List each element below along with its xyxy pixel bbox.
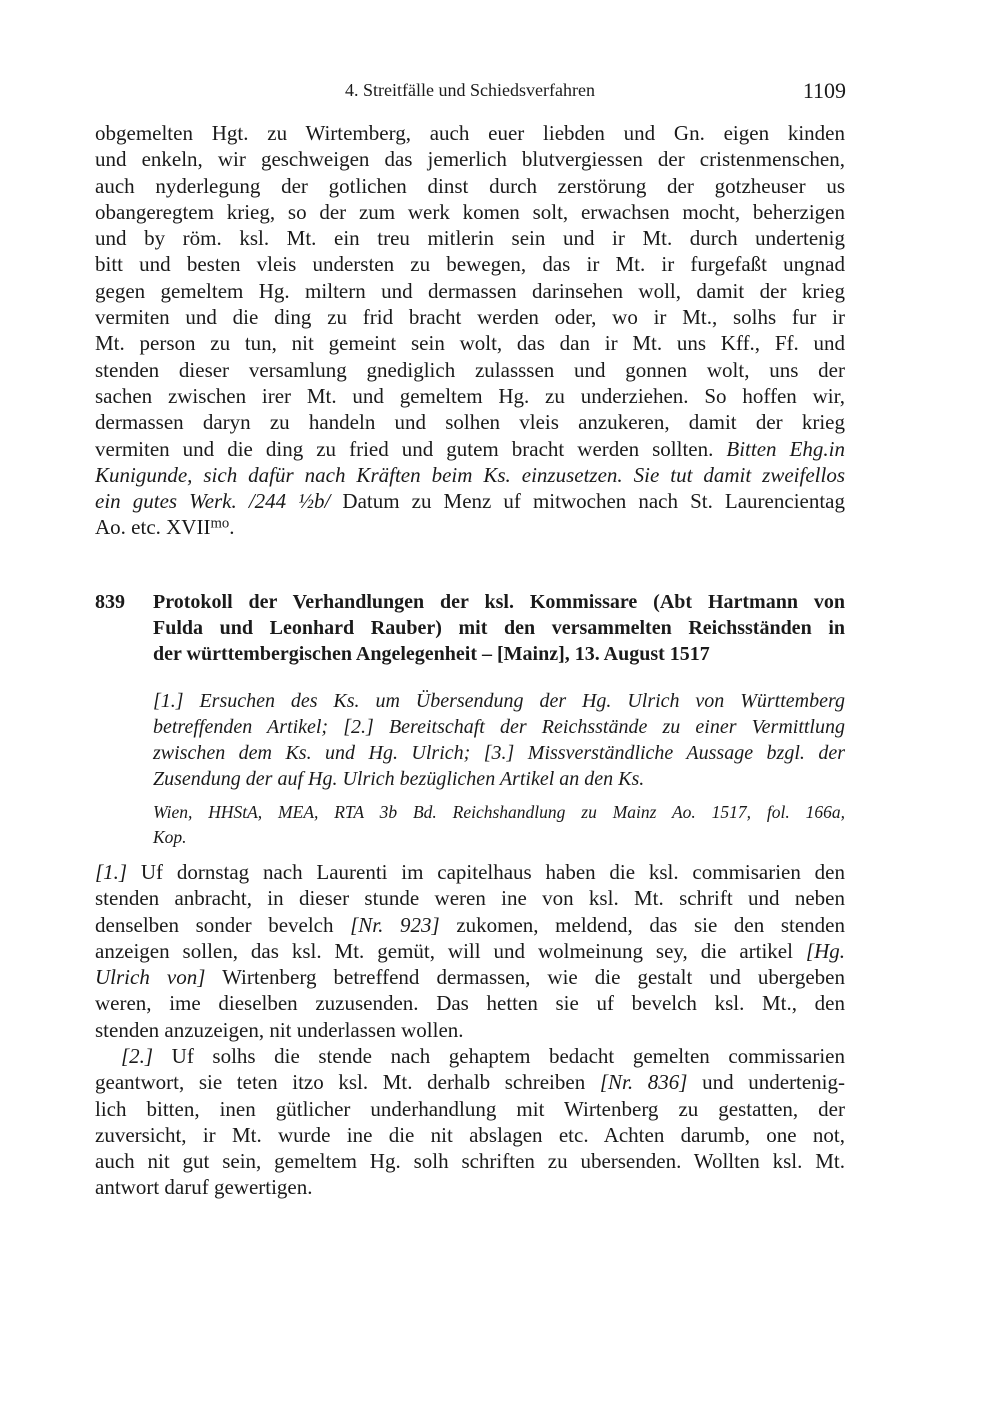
- text-line: [95, 330, 845, 356]
- text-segment: sachen zwischen irer Mt. und gemeltem Hg. zu underziehen. So hoffen wir,: [95, 383, 845, 408]
- text-segment: und enkeln, wir geschweigen das jemerlich blutvergiessen der cristenmenschen,: [95, 147, 845, 172]
- text-segment: und undertenig-: [687, 1070, 846, 1095]
- text-line: [95, 173, 845, 199]
- text-line: [95, 120, 845, 146]
- text-segment: Datum zu Menz uf mitwochen nach St. Laurencientag: [330, 489, 846, 514]
- text-line: [95, 251, 845, 277]
- text-line: [95, 990, 845, 1016]
- text-segment: gegen gemeltem Hg. miltern und dermassen darinsehen woll, damit der krieg: [95, 278, 845, 303]
- text-line: [95, 278, 845, 304]
- editorial-italic-text: ein gutes Werk. /244 ½b/: [95, 489, 331, 514]
- text-segment: auch nyderlegung der gotlichen dinst durch zerstörung der gotzheuser us: [95, 173, 845, 198]
- text-line: [95, 1096, 845, 1122]
- text-line: [95, 1069, 845, 1095]
- paragraph-letter-closing: [95, 120, 845, 541]
- text-segment: weren, ime dieselben zuzusenden. Das hetten sie uf bevelch ksl. Mt., den: [95, 991, 845, 1016]
- paragraph-section-2: [95, 1043, 845, 1201]
- running-title: 4. Streitfälle und Schiedsverfahren: [345, 80, 595, 100]
- text-line: [95, 409, 845, 435]
- editorial-italic-text: [Hg.: [805, 938, 845, 963]
- text-segment: Ao. etc. XVII: [95, 515, 211, 540]
- source-line: Kop.: [153, 827, 187, 847]
- text-segment: bitt und besten vleis understen zu bewegen, das ir Mt. ir furgefaßt ungnad: [95, 252, 845, 277]
- superscript-text: mo: [210, 515, 230, 532]
- page-number: 1109: [802, 78, 846, 103]
- text-segment: Wirtenberg betreffend dermassen, wie die gestalt und ubergeben: [205, 965, 846, 990]
- text-line: [95, 199, 845, 225]
- text-line: [95, 488, 845, 514]
- title-line: der württembergischen Angelegenheit – [Mainz], 13. August 1517: [153, 643, 710, 665]
- text-line: [95, 1148, 845, 1174]
- text-segment: und by röm. ksl. Mt. ein treu mitlerin sein und ir Mt. durch undertenig: [95, 226, 845, 251]
- text-segment: Uf dornstag nach Laurenti im capitelhaus haben die ksl. commisarien den: [127, 860, 845, 884]
- editorial-italic-text: Kunigunde, sich dafür nach Kräften beim Ks. einzusetzen. Sie tut damit zweifellos: [95, 462, 845, 487]
- text-segment: .: [229, 515, 235, 540]
- text-line: [95, 938, 845, 964]
- text-segment: denselben sonder bevelch: [95, 912, 351, 937]
- text-line: [95, 885, 845, 911]
- summary-line: betreffenden Artikel; [2.] Bereitschaft der Reichsstände zu einer Vermittlung: [153, 716, 845, 738]
- text-line: [95, 859, 845, 885]
- text-segment: stenden anbracht, in dieser stunde weren ine von ksl. Mt. schrift und neben: [95, 886, 845, 911]
- document-summary: [153, 688, 845, 792]
- editorial-italic-text: [Nr. 923]: [350, 912, 440, 937]
- text-segment: vermiten und die ding zu fried und gutem bracht werden sollten.: [95, 436, 727, 461]
- text-line: [95, 436, 845, 462]
- editorial-italic-text: Ulrich von]: [95, 965, 206, 990]
- text-line: [95, 1043, 845, 1069]
- editorial-italic-text: [2.]: [121, 1044, 154, 1068]
- document-title: [153, 589, 845, 667]
- text-line: [95, 146, 845, 172]
- text-line: [95, 912, 845, 938]
- text-segment: stenden anzuzeigen, nit underlassen wollen.: [95, 1017, 464, 1042]
- text-segment: zukomen, meldend, das sie den stenden: [439, 912, 846, 937]
- title-line: Fulda und Leonhard Rauber) mit den versammelten Reichsständen in: [153, 617, 845, 639]
- document-number: 839: [95, 591, 125, 613]
- text-line: [95, 1122, 845, 1148]
- paragraph-section-1: [95, 859, 845, 1043]
- text-segment: vermiten und die ding zu frid bracht werden oder, wo ir Mt., solhs fur ir: [95, 305, 845, 330]
- text-segment: stenden dieser versamlung gnediglich zulasssen und gonnen wolt, uns der: [95, 357, 845, 382]
- summary-line: Zusendung der auf Hg. Ulrich bezüglichen Artikel an den Ks.: [153, 768, 645, 790]
- editorial-italic-text: Bitten Ehg.in: [726, 436, 845, 461]
- summary-line: zwischen dem Ks. und Hg. Ulrich; [3.] Missverständliche Aussage bzgl. der: [153, 742, 845, 764]
- text-line: [95, 462, 845, 488]
- summary-line: [1.] Ersuchen des Ks. um Übersendung der Hg. Ulrich von Württemberg: [153, 690, 845, 712]
- text-line: [95, 357, 845, 383]
- editorial-italic-text: [1.]: [95, 860, 128, 884]
- text-segment: zuversicht, ir Mt. wurde ine die nit abslagen etc. Achten darumb, one not,: [95, 1122, 845, 1147]
- text-segment: anzeigen sollen, das ksl. Mt. gemüt, will und wolmeinung sey, die artikel: [95, 938, 806, 963]
- text-line: [95, 225, 845, 251]
- text-line: [95, 304, 845, 330]
- text-segment: obangeregtem krieg, so der zum werk komen solt, erwachsen mocht, beherzigen: [95, 199, 845, 224]
- text-segment: geantwort, sie teten itzo ksl. Mt. derhalb schreiben: [95, 1070, 600, 1095]
- text-segment: antwort daruf gewertigen.: [95, 1175, 313, 1200]
- text-line: [95, 1017, 845, 1043]
- text-segment: dermassen daryn zu handeln und solhen vleis anzukeren, damit der krieg: [95, 410, 845, 435]
- text-segment: Mt. person zu tun, nit gemeint sein wolt, das dan ir Mt. uns Kff., Ff. und: [95, 331, 845, 356]
- text-line: [95, 1174, 845, 1200]
- text-line: [95, 964, 845, 990]
- text-line: [95, 383, 845, 409]
- text-segment: obgemelten Hgt. zu Wirtemberg, auch euer liebden und Gn. eigen kinden: [95, 121, 845, 145]
- text-segment: Uf solhs die stende nach gehaptem bedacht gemelten commissarien: [153, 1044, 845, 1068]
- editorial-italic-text: [Nr. 836]: [599, 1070, 688, 1095]
- text-line: [95, 514, 845, 540]
- text-segment: auch nit gut sein, gemeltem Hg. solh schriften zu ubersenden. Wollten ksl. Mt.: [95, 1149, 845, 1174]
- archival-source: [153, 800, 845, 850]
- text-segment: lich bitten, inen gütlicher underhandlung mit Wirtenberg zu gestatten, der: [95, 1096, 845, 1121]
- source-line: Wien, HHStA, MEA, RTA 3b Bd. Reichshandlung zu Mainz Ao. 1517, fol. 166a,: [153, 802, 845, 822]
- title-line: Protokoll der Verhandlungen der ksl. Kommissare (Abt Hartmann von: [153, 591, 845, 613]
